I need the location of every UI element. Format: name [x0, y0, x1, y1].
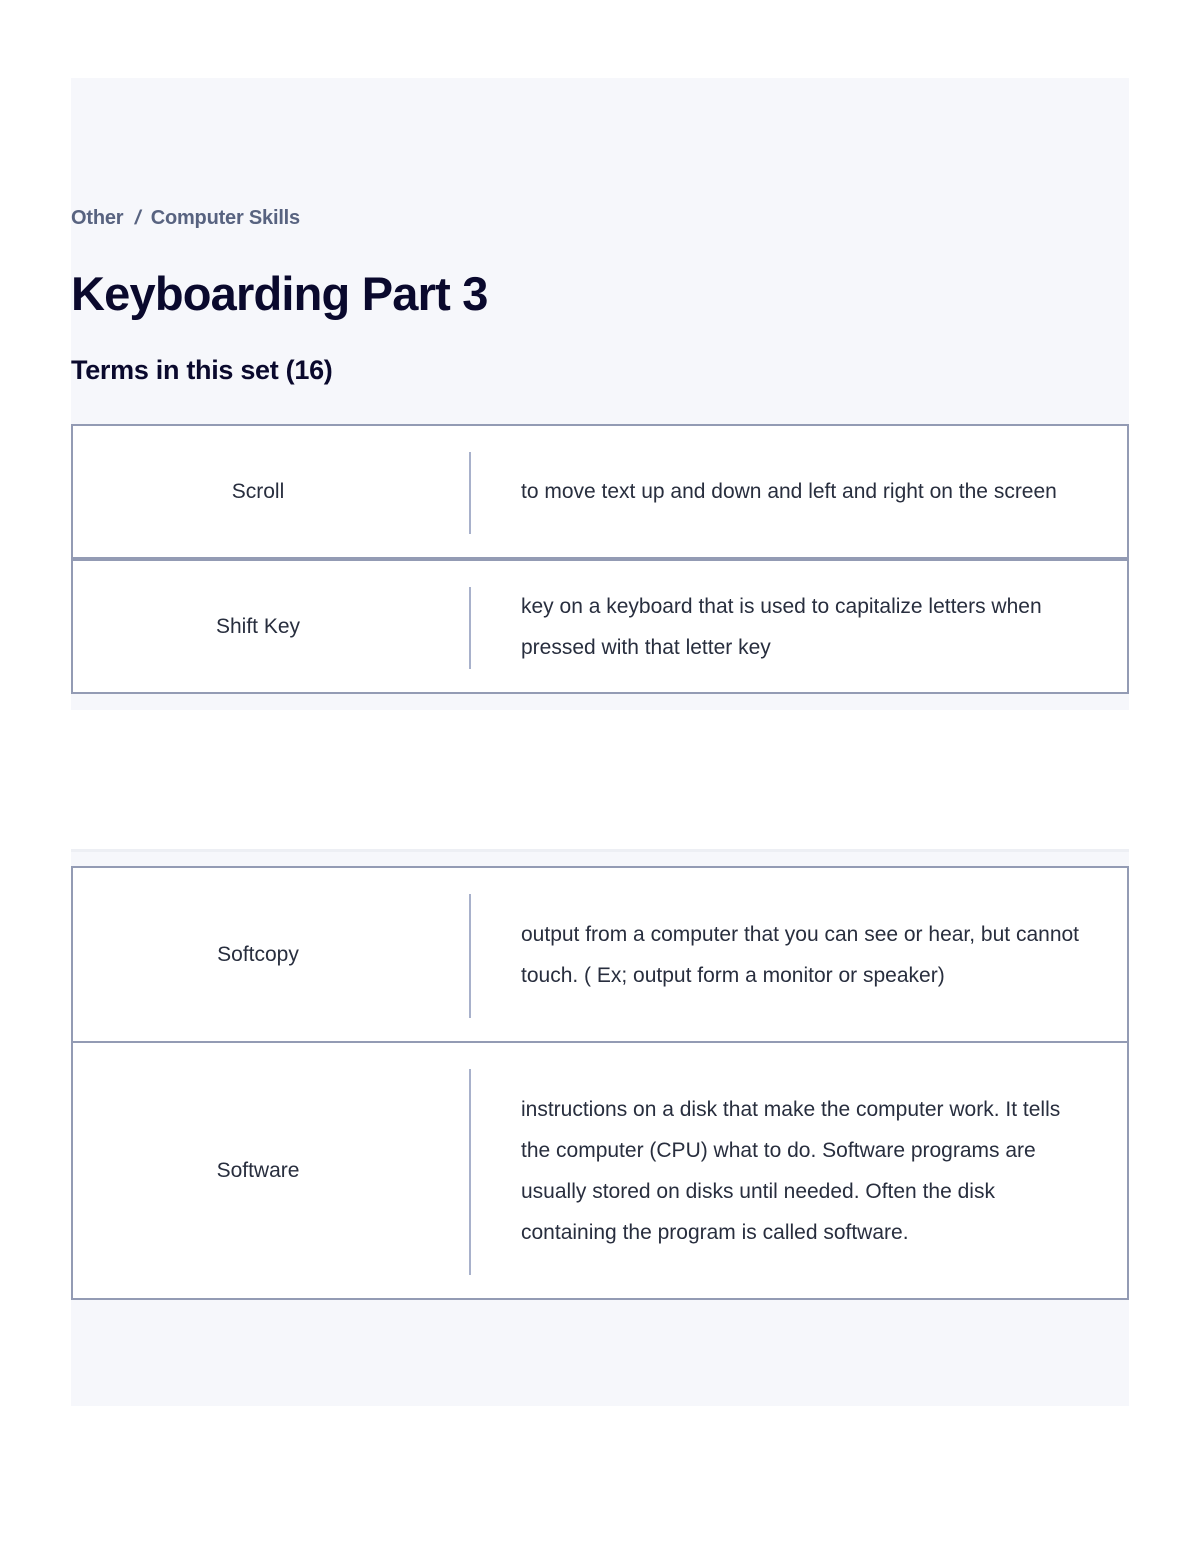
term-text: Scroll	[231, 479, 285, 503]
term-card-shift-key[interactable]	[71, 559, 1129, 694]
definition-text: key on a keyboard that is used to capitalize letters when pressed with that letter key	[521, 594, 1042, 659]
term-text: Shift Key	[215, 614, 301, 638]
breadcrumb-separator: /	[133, 207, 144, 229]
term-text: Software	[216, 1158, 300, 1182]
breadcrumb-link-other[interactable]: Other	[71, 207, 124, 229]
card-divider	[469, 894, 471, 1018]
page-title: Keyboarding Part 3	[71, 267, 488, 320]
card-divider	[469, 587, 471, 669]
term-text: Softcopy	[217, 942, 299, 966]
breadcrumb-link-computer-skills[interactable]: Computer Skills	[150, 207, 300, 229]
breadcrumb	[71, 207, 300, 230]
terms-heading: Terms in this set (16)	[71, 355, 333, 385]
term-card-softcopy[interactable]	[71, 866, 1129, 1043]
card-divider	[469, 1069, 471, 1275]
definition-text: output from a computer that you can see or hear, but cannot touch. ( Ex; output form a monitor or speaker)	[521, 922, 1080, 987]
card-divider	[469, 452, 471, 534]
definition-text: to move text up and down and left and right on the screen	[521, 480, 1057, 503]
definition-text: instructions on a disk that make the computer work. It tells the computer (CPU) what to do. Software programs are usually stored on disks until needed. Often the disk containing the program is called software.	[521, 1097, 1061, 1244]
term-card-software[interactable]	[71, 1041, 1129, 1300]
term-card-scroll[interactable]	[71, 424, 1129, 559]
